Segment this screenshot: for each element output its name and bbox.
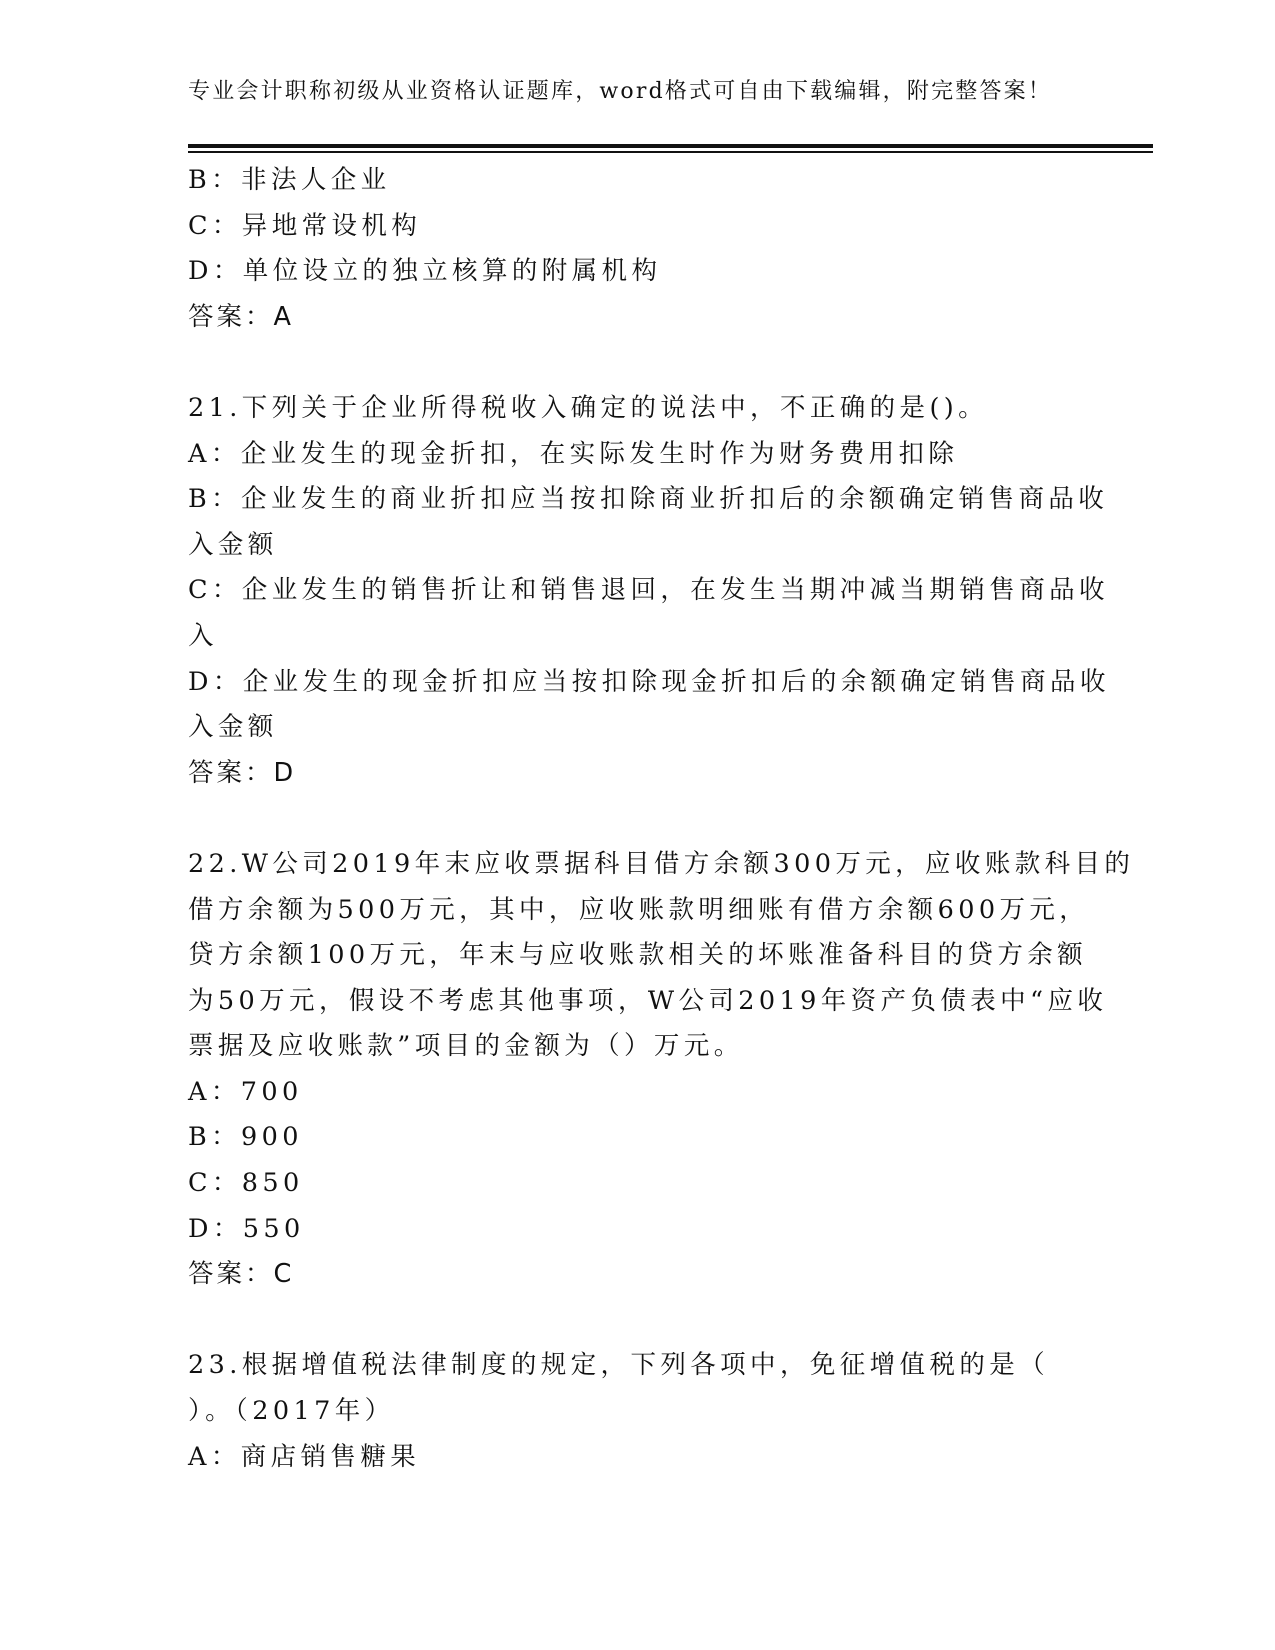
q20-option-c: C：异地常设机构 [188,210,422,241]
q22-option-b: B：900 [188,1122,303,1153]
q21-option-b: B：企业发生的商业折扣应当按扣除商业折扣后的余额确定销售商品收 [188,484,1109,515]
q22-stem-line-4: 为50万元，假设不考虑其他事项，W公司2019年资产负债表中“应收 [188,985,1108,1016]
q21-stem: 21.下列关于企业所得税收入确定的说法中，不正确的是()。 [188,392,989,423]
q21-option-c: C：企业发生的销售折让和销售退回，在发生当期冲减当期销售商品收 [188,575,1109,606]
spacer [188,340,1088,386]
header-rule-thick [188,144,1153,148]
q23-stem-line-2: ）。（2017年） [188,1396,395,1427]
q21-option-d: D：企业发生的现金折扣应当按扣除现金折扣后的余额确定销售商品收 [188,666,1110,697]
q22-option-d: D：550 [188,1213,305,1244]
question-content [188,158,1135,1480]
q22-stem-line-1: 22.W公司2019年末应收票据科目借方余额300万元，应收账款科目的 [188,848,1135,879]
spacer [188,796,1088,842]
header-rule-thin [188,151,1153,153]
spacer [188,1298,1088,1344]
q22-stem-line-3: 贷方余额100万元，年末与应收账款相关的坏账准备科目的贷方余额 [188,940,1088,971]
q20-option-d: D：单位设立的独立核算的附属机构 [188,256,662,287]
q21-option-d-cont: 入金额 [188,712,278,743]
q20-answer: 答案：A [188,301,294,332]
page-header: 专业会计职称初级从业资格认证题库，word格式可自由下载编辑，附完整答案！ [188,79,1053,104]
q23-stem-line-1: 23.根据增值税法律制度的规定，下列各项中，免征增值税的是（ [188,1350,1050,1381]
q20-option-b: B：非法人企业 [188,165,391,195]
q21-option-b-cont: 入金额 [188,529,278,560]
q22-answer: 答案：C [188,1259,295,1290]
q21-answer: 答案：D [188,757,297,788]
q22-option-c: C：850 [188,1168,304,1199]
q22-option-a: A：700 [188,1076,303,1107]
q22-stem-line-2: 借方余额为500万元，其中，应收账款明细账有借方余额600万元， [188,894,1090,925]
q21-option-a: A：企业发生的现金折扣，在实际发生时作为财务费用扣除 [188,438,959,469]
q22-stem-line-5: 票据及应收账款”项目的金额为（）万元。 [188,1031,744,1062]
q23-option-a: A：商店销售糖果 [188,1441,421,1472]
q21-option-c-cont: 入 [188,620,218,651]
